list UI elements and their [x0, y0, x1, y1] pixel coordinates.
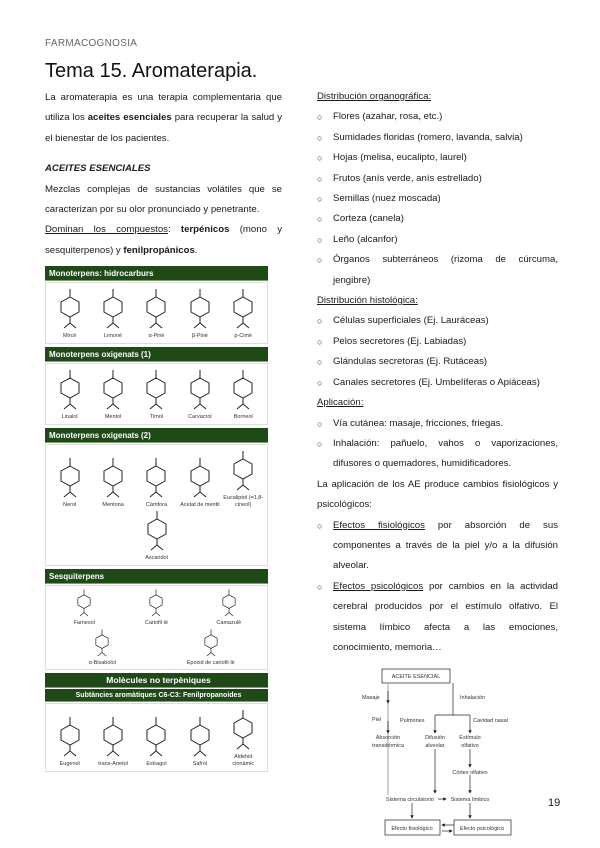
compound [223, 287, 263, 340]
molecule-structure-icon [220, 588, 238, 618]
molecule-structure-icon [230, 368, 256, 412]
compound-label: Camazulè [216, 620, 242, 626]
flow-transdermica: transdérmica [372, 743, 404, 749]
compound-label: α-Bisabolol [88, 660, 116, 666]
molecule-structure-icon [230, 449, 256, 493]
compound [136, 456, 176, 509]
compound-label: Eugenol [59, 761, 80, 767]
flow-olfativo: olfativo [461, 743, 479, 749]
compound-label: Mircè [62, 333, 77, 339]
list-item: ○ Vía cutánea: masaje, fricciones, friegas. [317, 414, 558, 434]
compound-label: Acetat de mentil [180, 502, 220, 508]
list-item: ○ Glándulas secretoras (Ej. Rutáceas) [317, 352, 558, 372]
terpene-structures-figure [45, 266, 268, 775]
structures-panel [45, 444, 268, 566]
flowchart [330, 665, 530, 845]
compound [223, 368, 263, 421]
flow-efecto-fisiologico: Efecto fisiológico [391, 826, 433, 832]
compound-label: Carvacrol [188, 414, 212, 420]
compound [93, 715, 133, 768]
molecule-structure-icon [100, 287, 126, 331]
compound [180, 715, 220, 768]
figure-section-header: Molècules no terpèniques [45, 673, 268, 688]
flow-cortex: Córtex olfativo [452, 770, 488, 776]
compound-label: Estragol [146, 761, 167, 767]
page-number: 19 [548, 797, 561, 809]
flow-absorcion: Absorción [375, 735, 401, 741]
list-item: ○ Hojas (melisa, eucalipto, laurel) [317, 148, 558, 168]
compound-label: Safrol [192, 761, 208, 767]
compound [50, 287, 90, 340]
figure-section-header: Monoterpens oxigenats (1) [45, 347, 268, 362]
compound-label: Mentona [102, 502, 124, 508]
compound-label: Limonè [104, 333, 123, 339]
figure-section-header: Monoterpens: hidrocarburs [45, 266, 268, 281]
molecule-structure-icon [100, 456, 126, 500]
compound [50, 588, 118, 627]
running-header: FARMACOGNOSIA [45, 38, 138, 49]
molecule-structure-icon [143, 715, 169, 759]
molecule-structure-icon [57, 715, 83, 759]
flow-circulatorio: Sistema circulatorio [386, 797, 434, 803]
compound [180, 368, 220, 421]
compound-label: Ascaridol [145, 555, 168, 561]
molecule-structure-icon [93, 628, 111, 658]
structures-panel [45, 703, 268, 772]
section-heading: ACEITES ESENCIALES [45, 163, 151, 175]
list-item: ○ Sumidades floridas (romero, lavanda, salvia) [317, 128, 558, 148]
aplicacion-list [317, 414, 558, 475]
compound-label: Cariofil·lè [144, 620, 169, 626]
molecule-structure-icon [187, 456, 213, 500]
molecule-structure-icon [230, 287, 256, 331]
list-item: ○ Flores (azahar, rosa, etc.) [317, 107, 558, 127]
structures-panel [45, 363, 268, 425]
compound-label: Nerol [63, 502, 77, 508]
compound-label: α-Pinè [148, 333, 165, 339]
page-title: Tema 15. Aromaterapia. [45, 60, 258, 82]
compound-label: Càmfora [145, 502, 168, 508]
molecule-structure-icon [147, 588, 165, 618]
figure-section-subtitle: Subtàncies aromàtiques C6-C3: Fenilpropanoides [45, 689, 268, 702]
organo-heading: Distribución organográfica: [317, 91, 432, 102]
compound [136, 715, 176, 768]
molecule-structure-icon [144, 509, 170, 553]
molecule-structure-icon [143, 368, 169, 412]
compound [137, 509, 177, 562]
compound-label: β-Pinè [191, 333, 208, 339]
left-column [45, 88, 282, 261]
compound-label: Mentol [104, 414, 122, 420]
right-column [317, 87, 558, 658]
molecule-structure-icon [187, 287, 213, 331]
compound-label: Borneol [233, 414, 253, 420]
molecule-structure-icon [187, 715, 213, 759]
molecule-structure-icon [57, 368, 83, 412]
list-item: ○ Órganos subterráneos (rizoma de cúrcuma, jengibre) [317, 250, 558, 291]
structures-panel [45, 585, 268, 670]
compound [136, 368, 176, 421]
list-item: ○ Corteza (canela) [317, 209, 558, 229]
organo-list [317, 107, 558, 291]
cambios-paragraph: La aplicación de los AE produce cambios fisiológicos y psicológicos: [317, 478, 558, 511]
compound [177, 628, 245, 667]
list-item: ○ Semillas (nuez moscada) [317, 189, 558, 209]
compound [180, 287, 220, 340]
flow-aceite-esencial: ACEITE ESENCIAL [391, 674, 441, 680]
compound [50, 456, 90, 509]
list-item: ○ Células superficiales (Ej. Lauráceas) [317, 311, 558, 331]
list-item: ○ Leño (alcanfor) [317, 230, 558, 250]
compound-label: Linalol [61, 414, 78, 420]
list-item: ○ Inhalación: pañuelo, vahos o vaporizaciones, difusores o quemadores, humidificadores. [317, 434, 558, 475]
compound [93, 368, 133, 421]
ae-composition: Dominan los compuestos: terpénicos (mono y sesquiterpenos) y fenilpropánicos. [45, 224, 282, 256]
compound [50, 368, 90, 421]
compound-label: Aldehid cinnàmic [232, 754, 255, 767]
compound-label: Eucaliptol (=1,8-cineol) [223, 495, 264, 508]
figure-section-header: Monoterpens oxigenats (2) [45, 428, 268, 443]
compound-label: Timol [149, 414, 164, 420]
compound [223, 708, 263, 768]
list-item: ○ Frutos (anís verde, anís estrellado) [317, 169, 558, 189]
figure-section-header: Sesquiterpens [45, 569, 268, 584]
list-item: ○ Efectos psicológicos por cambios en la actividad cerebral producidos por el estímulo olfativo. El sistema límbico afecta a las emociones, conocimiento, memoria… [317, 577, 558, 659]
compound [195, 588, 263, 627]
molecule-structure-icon [143, 287, 169, 331]
compound [136, 287, 176, 340]
flow-efecto-psicologico: Efecto psicológico [459, 826, 505, 832]
flow-difusion: Difusión [425, 735, 445, 741]
molecule-structure-icon [100, 368, 126, 412]
compound-label: trans-Anetol [98, 761, 128, 767]
flow-inhalacion: Inhalación [460, 695, 486, 701]
compound [68, 628, 136, 667]
compound [223, 449, 263, 509]
flow-piel: Piel [372, 717, 382, 723]
structures-panel [45, 282, 268, 344]
list-item: ○ Pelos secretores (Ej. Labiadas) [317, 332, 558, 352]
flow-masaje: Masaje [362, 695, 380, 701]
compound-label: Epoxid de cariofil·lè [186, 660, 235, 666]
molecule-structure-icon [230, 708, 256, 752]
compound [93, 456, 133, 509]
compound [93, 287, 133, 340]
ae-definition: Mezclas complejas de sustancias volátiles que se caracterizan por su olor pronunciado y penetrante. [45, 183, 282, 216]
flow-alveolar: alveolar [425, 743, 445, 749]
efectos-list [317, 516, 558, 659]
aplicacion-heading: Aplicación: [317, 397, 364, 409]
molecule-structure-icon [187, 368, 213, 412]
compound [180, 456, 220, 509]
compound-label: Farnesol [73, 620, 95, 626]
histo-heading: Distribución histológica: [317, 295, 418, 307]
molecule-structure-icon [100, 715, 126, 759]
flow-estimulo: Estímulo [459, 735, 481, 741]
compound-label: p-Cimè [234, 333, 253, 339]
molecule-structure-icon [75, 588, 93, 618]
molecule-structure-icon [143, 456, 169, 500]
list-item: ○ Canales secretores (Ej. Umbelíferas o Apiáceas) [317, 373, 558, 393]
flow-pulmones: Pulmones [400, 718, 425, 724]
histo-list [317, 311, 558, 393]
flow-limbico: Sistema límbico [450, 797, 490, 803]
list-item: ○ Efectos fisiológicos por absorción de sus componentes a través de la piel y/o a la difusión alveolar. [317, 516, 558, 577]
molecule-structure-icon [57, 456, 83, 500]
molecule-structure-icon [57, 287, 83, 331]
flow-cavidad-nasal: Cavidad nasal [473, 718, 508, 724]
compound [50, 715, 90, 768]
intro-paragraph: La aromaterapia es una terapia complementaria que utiliza los aceites esenciales para recuperar la salud y el bienestar de los pacientes. [45, 92, 283, 144]
compound [122, 588, 190, 627]
molecule-structure-icon [202, 628, 220, 658]
